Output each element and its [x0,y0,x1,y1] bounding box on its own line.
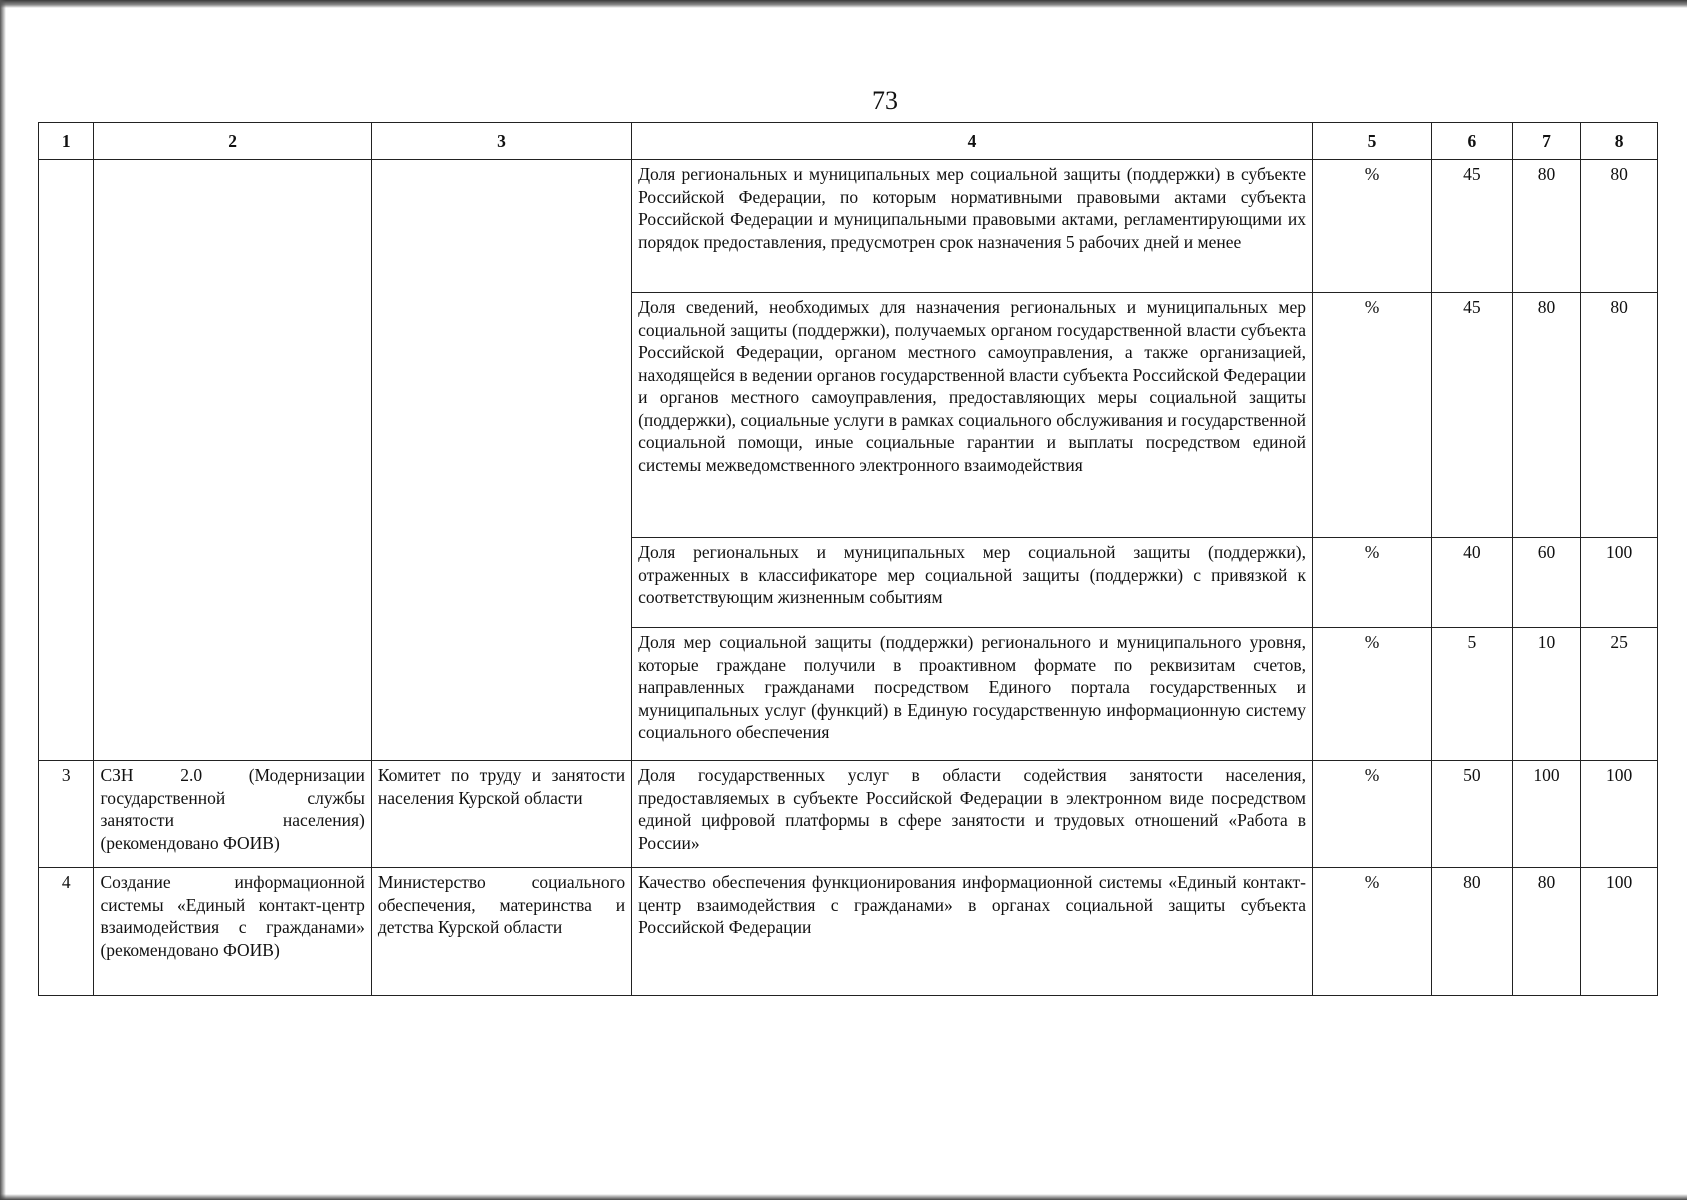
table-row [39,761,1658,868]
header-row [39,123,1658,160]
unit-cell: % [1312,538,1431,628]
responsible-cell: Комитет по труду и занятости населения Курской области [371,761,631,868]
indicator-cell: Доля региональных и муниципальных мер социальной защиты (поддержки), отраженных в классификаторе мер социальной защиты (поддержки) с привязкой к соответствующим жизненным событиям [632,538,1313,628]
value-cell-6: 45 [1432,293,1513,538]
col-header-4: 4 [632,123,1313,160]
col-header-7: 7 [1512,123,1581,160]
scan-edge-left [0,0,6,1200]
indicator-cell: Качество обеспечения функционирования информационной системы «Единый контакт-центр взаимодействия с гражданами» в органах социальной защиты субъекта Российской Федерации [632,868,1313,996]
value-cell-8: 80 [1581,160,1658,293]
value-cell-7: 60 [1512,538,1581,628]
row-number-cell [39,160,94,761]
indicator-cell: Доля государственных услуг в области содействия занятости населения, предоставляемых в субъекте Российской Федерации в электронном виде посредством единой цифровой платформы в сфере занятости и трудовых отношений «Работа в России» [632,761,1313,868]
indicator-table [38,122,1658,996]
value-cell-8: 80 [1581,293,1658,538]
col-header-6: 6 [1432,123,1513,160]
project-cell [94,160,371,761]
project-cell: Создание информационной системы «Единый контакт-центр взаимодействия с гражданами» (рекомендовано ФОИВ) [94,868,371,996]
col-header-5: 5 [1312,123,1431,160]
col-header-3: 3 [371,123,631,160]
value-cell-7: 100 [1512,761,1581,868]
unit-cell: % [1312,761,1431,868]
col-header-8: 8 [1581,123,1658,160]
scan-edge-bottom [0,1194,1687,1200]
indicator-cell: Доля сведений, необходимых для назначения региональных и муниципальных мер социальной защиты (поддержки), получаемых органом государственной власти субъекта Российской Федерации, органом местного самоуправления, а также организацией, находящейся в ведении органов государственной власти субъекта Российской Федерации и органов местного самоуправления, предоставляющих меры социальной защиты (поддержки), социальные услуги в рамках социального обслуживания и государственной социальной помощи, иные социальные гарантии и выплаты посредством единой системы межведомственного электронного взаимодействия [632,293,1313,538]
row-number-cell: 4 [39,868,94,996]
value-cell-6: 5 [1432,628,1513,761]
value-cell-8: 100 [1581,538,1658,628]
value-cell-6: 45 [1432,160,1513,293]
unit-cell: % [1312,160,1431,293]
project-cell: СЗН 2.0 (Модернизации государственной службы занятости населения) (рекомендовано ФОИВ) [94,761,371,868]
indicator-cell: Доля региональных и муниципальных мер социальной защиты (поддержки) в субъекте Российской Федерации, по которым нормативными правовыми актами субъекта Российской Федерации и муниципальными правовыми актами, регламентирующими их порядок предоставления, предусмотрен срок назначения 5 рабочих дней и менее [632,160,1313,293]
responsible-cell: Министерство социального обеспечения, материнства и детства Курской области [371,868,631,996]
value-cell-6: 40 [1432,538,1513,628]
unit-cell: % [1312,293,1431,538]
value-cell-7: 80 [1512,293,1581,538]
unit-cell: % [1312,868,1431,996]
table-row [39,160,1658,293]
row-number-cell: 3 [39,761,94,868]
value-cell-7: 10 [1512,628,1581,761]
indicator-cell: Доля мер социальной защиты (поддержки) регионального и муниципального уровня, которые граждане получили в проактивном формате по реквизитам счетов, направленных гражданами посредством Единого портала государственных и муниципальных услуг (функций) в Единую государственную информационную систему социального обеспечения [632,628,1313,761]
value-cell-6: 50 [1432,761,1513,868]
responsible-cell [371,160,631,761]
value-cell-6: 80 [1432,868,1513,996]
value-cell-7: 80 [1512,868,1581,996]
col-header-2: 2 [94,123,371,160]
value-cell-7: 80 [1512,160,1581,293]
page-number: 73 [872,86,898,115]
col-header-1: 1 [39,123,94,160]
table-row [39,868,1658,996]
scan-edge-top [0,0,1687,8]
value-cell-8: 100 [1581,761,1658,868]
value-cell-8: 100 [1581,868,1658,996]
value-cell-8: 25 [1581,628,1658,761]
unit-cell: % [1312,628,1431,761]
